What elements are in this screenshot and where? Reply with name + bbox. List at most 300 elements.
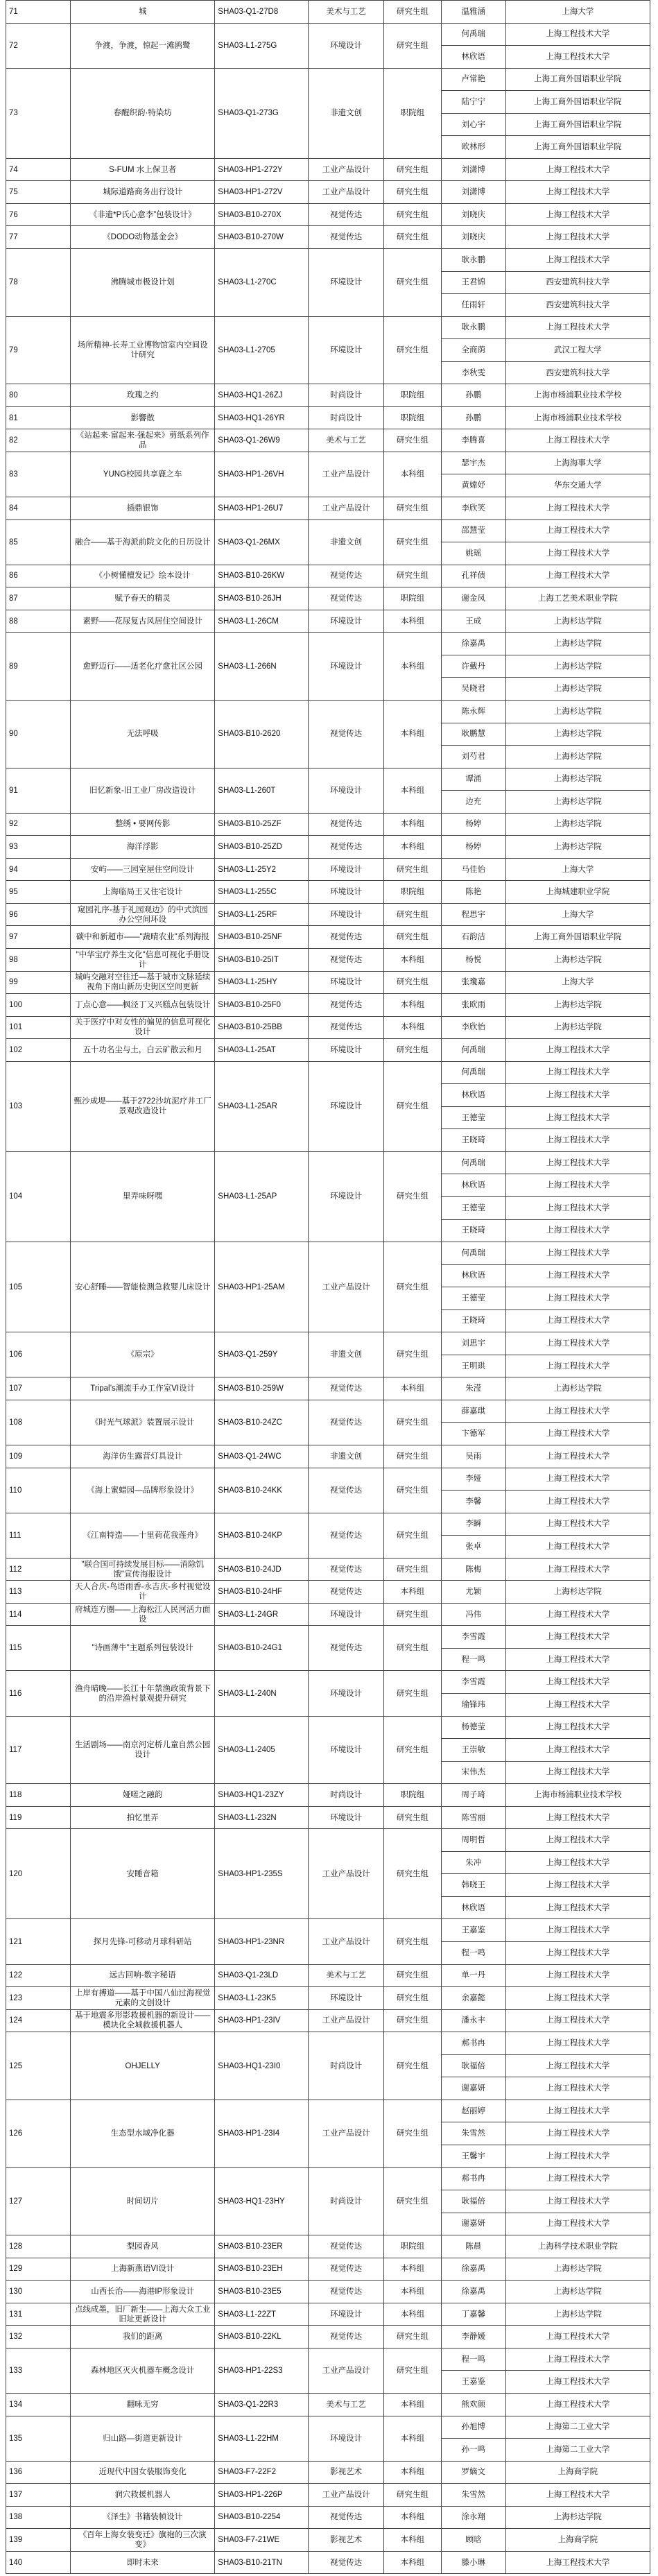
project-title-cell: 即时未来 bbox=[71, 2551, 215, 2574]
member-name-cell: 全商荫 bbox=[441, 339, 505, 362]
member-name-cell: 张欧雨 bbox=[441, 994, 505, 1017]
member-name-cell: 林欣语 bbox=[441, 1084, 505, 1107]
university-cell: 上海工程技术大学 bbox=[505, 2551, 650, 2574]
project-title-cell: 《站起来·富起来·强起来》剪纸系列作品 bbox=[71, 429, 215, 452]
entry-group-cell: 本科组 bbox=[384, 2461, 442, 2484]
member-name-cell: 朱雪然 bbox=[441, 2122, 505, 2145]
university-cell: 上海工程技术大学 bbox=[505, 1919, 650, 1942]
entry-group-cell: 职院组 bbox=[384, 587, 442, 610]
project-category-cell: 时尚设计 bbox=[309, 384, 384, 407]
table-row bbox=[6, 2416, 650, 2439]
entry-group-cell: 本科组 bbox=[384, 948, 442, 971]
member-name-cell: 朱滢 bbox=[441, 1377, 505, 1400]
member-name-cell: 卞德军 bbox=[441, 1423, 505, 1445]
entry-group-cell: 研究生组 bbox=[384, 1626, 442, 1671]
project-code-cell: SHA03-L1-240N bbox=[215, 1671, 309, 1716]
project-code-cell: SHA03-Q1-26MX bbox=[215, 520, 309, 565]
project-category-cell: 环境设计 bbox=[309, 768, 384, 813]
university-cell: 上海商学院 bbox=[505, 2529, 650, 2552]
project-code-cell: SHA03-B10-21TN bbox=[215, 2551, 309, 2574]
university-cell: 上海大学 bbox=[505, 1, 650, 24]
project-category-cell: 环境设计 bbox=[309, 23, 384, 68]
university-cell: 上海杉达学院 bbox=[505, 2303, 650, 2326]
project-code-cell: SHA03-Q1-26W9 bbox=[215, 429, 309, 452]
university-cell: 上海第二工业大学 bbox=[505, 2439, 650, 2462]
project-code-cell: SHA03-HQ1-23I0 bbox=[215, 2032, 309, 2100]
university-cell: 上海工程技术大学 bbox=[505, 542, 650, 565]
project-category-cell: 环境设计 bbox=[309, 1716, 384, 1784]
member-name-cell: 耿福倍 bbox=[441, 2054, 505, 2077]
project-code-cell: SHA03-B10-259W bbox=[215, 1377, 309, 1400]
project-title-cell: 上海新燕语VI设计 bbox=[71, 2258, 215, 2281]
row-number-cell: 134 bbox=[6, 2393, 71, 2416]
project-code-cell: SHA03-HQ1-23HY bbox=[215, 2167, 309, 2235]
project-category-cell: 工业产品设计 bbox=[309, 1829, 384, 1919]
entry-group-cell: 研究生组 bbox=[384, 249, 442, 317]
project-category-cell: 视觉传达 bbox=[309, 1626, 384, 1671]
row-number-cell: 112 bbox=[6, 1558, 71, 1581]
university-cell: 武汉工程大学 bbox=[505, 339, 650, 362]
project-category-cell: 时尚设计 bbox=[309, 2167, 384, 2235]
entry-group-cell: 研究生组 bbox=[384, 429, 442, 452]
project-code-cell: SHA03-HQ1-23ZY bbox=[215, 1784, 309, 1807]
member-name-cell: 李雪霞 bbox=[441, 1626, 505, 1649]
project-category-cell: 环境设计 bbox=[309, 316, 384, 384]
row-number-cell: 71 bbox=[6, 1, 71, 24]
university-cell: 上海工程技术大学 bbox=[505, 2122, 650, 2145]
project-category-cell: 视觉传达 bbox=[309, 587, 384, 610]
project-code-cell: SHA03-B10-270X bbox=[215, 203, 309, 226]
university-cell: 上海工程技术大学 bbox=[505, 1129, 650, 1152]
table-row bbox=[6, 497, 650, 520]
project-title-cell: 素野——花尿复古风居住空间设计 bbox=[71, 610, 215, 633]
project-code-cell: SHA03-Q1-23LD bbox=[215, 1964, 309, 1987]
project-code-cell: SHA03-HP1-25AM bbox=[215, 1242, 309, 1332]
project-title-cell: 五十功名尘与土，白云矿散云和月 bbox=[71, 1039, 215, 1062]
project-code-cell: SHA03-HP1-23IV bbox=[215, 2009, 309, 2032]
university-cell: 上海杉达学院 bbox=[505, 836, 650, 859]
project-title-cell: 融合——基于海派前院文化的日历设计 bbox=[71, 520, 215, 565]
member-name-cell: 李腾喜 bbox=[441, 429, 505, 452]
project-title-cell: 安屿——三园室屋住空间设计 bbox=[71, 858, 215, 881]
member-name-cell: 张瓊嘉 bbox=[441, 971, 505, 994]
member-name-cell: 王德莹 bbox=[441, 1287, 505, 1310]
university-cell: 上海工程技术大学 bbox=[505, 1806, 650, 1829]
project-category-cell: 视觉传达 bbox=[309, 1558, 384, 1581]
table-row bbox=[6, 1626, 650, 1649]
project-title-cell: 生态型水域净化器 bbox=[71, 2100, 215, 2167]
project-code-cell: SHA03-B10-25F0 bbox=[215, 994, 309, 1017]
project-category-cell: 环境设计 bbox=[309, 1061, 384, 1151]
member-name-cell: 杨婷 bbox=[441, 836, 505, 859]
row-number-cell: 107 bbox=[6, 1377, 71, 1400]
table-row bbox=[6, 203, 650, 226]
university-cell: 西安建筑科技大学 bbox=[505, 361, 650, 384]
row-number-cell: 122 bbox=[6, 1964, 71, 1987]
member-name-cell: 许戴丹 bbox=[441, 655, 505, 678]
table-row bbox=[6, 948, 650, 971]
row-number-cell: 75 bbox=[6, 181, 71, 204]
row-number-cell: 106 bbox=[6, 1332, 71, 1377]
project-code-cell: SHA03-L1-25RF bbox=[215, 903, 309, 926]
university-cell: 上海工商外国语职业学院 bbox=[505, 68, 650, 91]
table-row bbox=[6, 610, 650, 633]
university-cell: 上海杉达学院 bbox=[505, 813, 650, 836]
entry-group-cell: 研究生组 bbox=[384, 1, 442, 24]
project-category-cell: 环境设计 bbox=[309, 2416, 384, 2461]
project-category-cell: 视觉传达 bbox=[309, 926, 384, 949]
project-title-cell: 生活剧场——南京河定桥儿童自然公园设计 bbox=[71, 1716, 215, 1784]
entry-group-cell: 研究生组 bbox=[384, 520, 442, 565]
table-row bbox=[6, 520, 650, 542]
member-name-cell: 赵丽婷 bbox=[441, 2100, 505, 2122]
table-row bbox=[6, 1061, 650, 1084]
entry-group-cell: 研究生组 bbox=[384, 23, 442, 68]
university-cell: 上海工程技术大学 bbox=[505, 1874, 650, 1897]
entry-group-cell: 本科组 bbox=[384, 836, 442, 859]
project-category-cell: 美术与工艺 bbox=[309, 2393, 384, 2416]
entry-group-cell: 职院组 bbox=[384, 68, 442, 158]
university-cell: 上海杉达学院 bbox=[505, 700, 650, 723]
university-cell: 上海工程技术大学 bbox=[505, 1603, 650, 1626]
table-row bbox=[6, 1332, 650, 1355]
row-number-cell: 93 bbox=[6, 836, 71, 859]
project-category-cell: 视觉传达 bbox=[309, 1016, 384, 1039]
project-category-cell: 视觉传达 bbox=[309, 994, 384, 1017]
university-cell: 上海海事大学 bbox=[505, 452, 650, 474]
member-name-cell: 刘潇博 bbox=[441, 181, 505, 204]
project-title-cell: 碳中和新超市——"蔬晴农业"系列海报 bbox=[71, 926, 215, 949]
entry-group-cell: 研究生组 bbox=[384, 158, 442, 181]
row-number-cell: 114 bbox=[6, 1603, 71, 1626]
entry-group-cell: 研究生组 bbox=[384, 565, 442, 587]
row-number-cell: 118 bbox=[6, 1784, 71, 1807]
member-name-cell: 徐嘉禹 bbox=[441, 2281, 505, 2303]
project-title-cell: OHJELLY bbox=[71, 2032, 215, 2100]
project-title-cell: 赋予春天的精灵 bbox=[71, 587, 215, 610]
member-name-cell: 耿永鹏 bbox=[441, 249, 505, 272]
member-name-cell: 王馨宇 bbox=[441, 2145, 505, 2167]
project-code-cell: SHA03-B10-26JH bbox=[215, 587, 309, 610]
entry-group-cell: 本科组 bbox=[384, 2281, 442, 2303]
university-cell: 上海工程技术大学 bbox=[505, 1355, 650, 1377]
university-cell: 上海工程技术大学 bbox=[505, 1896, 650, 1919]
project-category-cell: 视觉传达 bbox=[309, 700, 384, 768]
member-name-cell: 陈雪丽 bbox=[441, 1806, 505, 1829]
university-cell: 上海大学 bbox=[505, 971, 650, 994]
table-row bbox=[6, 1445, 650, 1468]
row-number-cell: 89 bbox=[6, 633, 71, 701]
table-row bbox=[6, 700, 650, 723]
member-name-cell: 刘潇博 bbox=[441, 158, 505, 181]
project-category-cell: 视觉传达 bbox=[309, 1468, 384, 1513]
university-cell: 上海工程技术大学 bbox=[505, 1648, 650, 1671]
project-title-cell: 翻咏无穷 bbox=[71, 2393, 215, 2416]
project-code-cell: SHA03-HP1-226P bbox=[215, 2484, 309, 2507]
project-code-cell: SHA03-HP1-26VH bbox=[215, 452, 309, 497]
table-row bbox=[6, 1377, 650, 1400]
project-title-cell: 插鼎银饰 bbox=[71, 497, 215, 520]
university-cell: 上海杉达学院 bbox=[505, 633, 650, 655]
university-cell: 上海工程技术大学 bbox=[505, 1151, 650, 1174]
project-code-cell: SHA03-B10-23E5 bbox=[215, 2281, 309, 2303]
project-code-cell: SHA03-F7-22F2 bbox=[215, 2461, 309, 2484]
row-number-cell: 127 bbox=[6, 2167, 71, 2235]
entry-group-cell: 职院组 bbox=[384, 2235, 442, 2258]
member-name-cell: 陈梅 bbox=[441, 1558, 505, 1581]
project-title-cell: 《DODO动物基金会》 bbox=[71, 226, 215, 249]
project-code-cell: SHA03-HP1-22S3 bbox=[215, 2348, 309, 2393]
entry-group-cell: 研究生组 bbox=[384, 316, 442, 384]
university-cell: 上海商学院 bbox=[505, 2461, 650, 2484]
member-name-cell: 罗嫡文 bbox=[441, 2461, 505, 2484]
member-name-cell: 耿福倍 bbox=[441, 2190, 505, 2213]
member-name-cell: 王晓琦 bbox=[441, 1219, 505, 1242]
university-cell: 上海工程技术大学 bbox=[505, 1196, 650, 1219]
table-row bbox=[6, 587, 650, 610]
university-cell: 上海工程技术大学 bbox=[505, 1423, 650, 1445]
project-code-cell: SHA03-Q1-259Y bbox=[215, 1332, 309, 1377]
project-title-cell: 《海上蜜蜡园—品牌形象设计》 bbox=[71, 1468, 215, 1513]
university-cell: 上海工程技术大学 bbox=[505, 497, 650, 520]
university-cell: 上海工程技术大学 bbox=[505, 565, 650, 587]
project-title-cell: 《小树懂檀发记》绘本设计 bbox=[71, 565, 215, 587]
project-category-cell: 视觉传达 bbox=[309, 2551, 384, 2574]
university-cell: 华东交通大学 bbox=[505, 474, 650, 497]
row-number-cell: 109 bbox=[6, 1445, 71, 1468]
project-title-cell: 甄沙成堤——基于2722沙坑泥疗井工厂景观改造设计 bbox=[71, 1061, 215, 1151]
row-number-cell: 74 bbox=[6, 158, 71, 181]
member-name-cell: 余嘉懿 bbox=[441, 1987, 505, 2010]
university-cell: 上海第二工业大学 bbox=[505, 2416, 650, 2439]
project-category-cell: 非遗文创 bbox=[309, 520, 384, 565]
project-code-cell: SHA03-B10-25ZF bbox=[215, 813, 309, 836]
university-cell: 上海工程技术大学 bbox=[505, 1513, 650, 1536]
university-cell: 上海工程技术大学 bbox=[505, 1964, 650, 1987]
project-title-cell: 海洋仿生露营灯具设计 bbox=[71, 1445, 215, 1468]
row-number-cell: 82 bbox=[6, 429, 71, 452]
member-name-cell: 林欣语 bbox=[441, 1896, 505, 1919]
row-number-cell: 124 bbox=[6, 2009, 71, 2032]
university-cell: 上海杉达学院 bbox=[505, 2258, 650, 2281]
member-name-cell: 马佳怡 bbox=[441, 858, 505, 881]
project-title-cell: 争渡，争渡，惊起一滩鸥鹭 bbox=[71, 23, 215, 68]
member-name-cell: 王德莹 bbox=[441, 1106, 505, 1129]
row-number-cell: 77 bbox=[6, 226, 71, 249]
member-name-cell: 王德莹 bbox=[441, 1196, 505, 1219]
project-code-cell: SHA03-B10-24G1 bbox=[215, 1626, 309, 1671]
university-cell: 上海工程技术大学 bbox=[505, 1942, 650, 1965]
project-title-cell: 无法呼吸 bbox=[71, 700, 215, 768]
member-name-cell: 徐嘉禹 bbox=[441, 2258, 505, 2281]
project-code-cell: SHA03-HP1-272Y bbox=[215, 158, 309, 181]
project-category-cell: 工业产品设计 bbox=[309, 1242, 384, 1332]
entry-group-cell: 研究生组 bbox=[384, 1671, 442, 1716]
project-title-cell: 《时光气球派》装置展示设计 bbox=[71, 1400, 215, 1445]
university-cell: 上海工程技术大学 bbox=[505, 1242, 650, 1265]
table-row bbox=[6, 903, 650, 926]
member-name-cell: 陆宁宁 bbox=[441, 91, 505, 114]
university-cell: 上海杉达学院 bbox=[505, 1377, 650, 1400]
entry-group-cell: 研究生组 bbox=[384, 2032, 442, 2100]
project-title-cell: 森林地区灭火机器车概念设计 bbox=[71, 2348, 215, 2393]
project-category-cell: 环境设计 bbox=[309, 1987, 384, 2010]
university-cell: 上海工程技术大学 bbox=[505, 1061, 650, 1084]
university-cell: 上海工程技术大学 bbox=[505, 520, 650, 542]
project-code-cell: SHA03-B10-24KK bbox=[215, 1468, 309, 1513]
project-title-cell: "中华宝疗养生文化"信息可视化手册设计 bbox=[71, 948, 215, 971]
project-title-cell: 探月先锋-可移动月球科研站 bbox=[71, 1919, 215, 1964]
project-title-cell: "诗画薄牛"主题系列包装设计 bbox=[71, 1626, 215, 1671]
entry-group-cell: 研究生组 bbox=[384, 2326, 442, 2349]
row-number-cell: 136 bbox=[6, 2461, 71, 2484]
row-number-cell: 121 bbox=[6, 1919, 71, 1964]
entry-group-cell: 研究生组 bbox=[384, 903, 442, 926]
table-row bbox=[6, 2529, 650, 2552]
entry-group-cell: 研究生组 bbox=[384, 1806, 442, 1829]
university-cell: 上海工艺美术职业学院 bbox=[505, 587, 650, 610]
entry-group-cell: 本科组 bbox=[384, 994, 442, 1017]
member-name-cell: 滕小琳 bbox=[441, 2551, 505, 2574]
project-title-cell: 点线成墨，旧厂新生——上海大众工业旧址更新设计 bbox=[71, 2303, 215, 2326]
entry-group-cell: 研究生组 bbox=[384, 1445, 442, 1468]
row-number-cell: 100 bbox=[6, 994, 71, 1017]
project-code-cell: SHA03-HP1-272V bbox=[215, 181, 309, 204]
university-cell: 上海工程技术大学 bbox=[505, 1716, 650, 1739]
member-name-cell: 冯伟 bbox=[441, 1603, 505, 1626]
university-cell: 上海工程技术大学 bbox=[505, 1694, 650, 1717]
table-row bbox=[6, 2393, 650, 2416]
member-name-cell: 王嘉鉴 bbox=[441, 1919, 505, 1942]
member-name-cell: 周明哲 bbox=[441, 1829, 505, 1852]
entry-group-cell: 本科组 bbox=[384, 2393, 442, 2416]
table-row bbox=[6, 2484, 650, 2507]
project-code-cell: SHA03-L1-275G bbox=[215, 23, 309, 68]
row-number-cell: 90 bbox=[6, 700, 71, 768]
project-code-cell: SHA03-B10-25NF bbox=[215, 926, 309, 949]
row-number-cell: 92 bbox=[6, 813, 71, 836]
member-name-cell: 刘心宇 bbox=[441, 113, 505, 136]
university-cell: 上海杉达学院 bbox=[505, 994, 650, 1017]
project-title-cell: YUNG校园共享鹿之车 bbox=[71, 452, 215, 497]
entry-group-cell: 本科组 bbox=[384, 1377, 442, 1400]
university-cell: 上海工程技术大学 bbox=[505, 1626, 650, 1649]
row-number-cell: 103 bbox=[6, 1061, 71, 1151]
row-number-cell: 79 bbox=[6, 316, 71, 384]
member-name-cell: 周子琦 bbox=[441, 1784, 505, 1807]
row-number-cell: 128 bbox=[6, 2235, 71, 2258]
table-row bbox=[6, 926, 650, 949]
project-category-cell: 视觉传达 bbox=[309, 565, 384, 587]
university-cell: 上海工程技术大学 bbox=[505, 2100, 650, 2122]
member-name-cell: 郝书冉 bbox=[441, 2032, 505, 2055]
table-row bbox=[6, 2461, 650, 2484]
table-row bbox=[6, 1603, 650, 1626]
university-cell: 上海工程技术大学 bbox=[505, 1332, 650, 1355]
university-cell: 上海工程技术大学 bbox=[505, 2326, 650, 2349]
table-row bbox=[6, 2506, 650, 2529]
member-name-cell: 李欣怡 bbox=[441, 1016, 505, 1039]
table-row bbox=[6, 971, 650, 994]
table-row bbox=[6, 1151, 650, 1174]
project-category-cell: 视觉传达 bbox=[309, 813, 384, 836]
project-title-cell: 春醒织韵·特染坊 bbox=[71, 68, 215, 158]
table-row bbox=[6, 2235, 650, 2258]
row-number-cell: 94 bbox=[6, 858, 71, 881]
university-cell: 上海工程技术大学 bbox=[505, 1106, 650, 1129]
member-name-cell: 韩晓王 bbox=[441, 1874, 505, 1897]
member-name-cell: 郝书冉 bbox=[441, 2167, 505, 2190]
table-row bbox=[6, 1242, 650, 1265]
member-name-cell: 刘思宇 bbox=[441, 1332, 505, 1355]
university-cell: 上海工程技术大学 bbox=[505, 1671, 650, 1694]
project-code-cell: SHA03-B10-2620 bbox=[215, 700, 309, 768]
row-number-cell: 126 bbox=[6, 2100, 71, 2167]
project-title-cell: 娅嗟之融韵 bbox=[71, 1784, 215, 1807]
project-code-cell: SHA03-B10-24KP bbox=[215, 1513, 309, 1558]
member-name-cell: 何禹瑞 bbox=[441, 23, 505, 46]
project-category-cell: 视觉传达 bbox=[309, 948, 384, 971]
project-title-cell: 拍忆里弄 bbox=[71, 1806, 215, 1829]
table-row bbox=[6, 2032, 650, 2055]
university-cell: 西安建筑科技大学 bbox=[505, 271, 650, 294]
row-number-cell: 87 bbox=[6, 587, 71, 610]
member-name-cell: 石韵洁 bbox=[441, 926, 505, 949]
member-name-cell: 熊欢颜 bbox=[441, 2393, 505, 2416]
university-cell: 上海杉达学院 bbox=[505, 1016, 650, 1039]
project-code-cell: SHA03-B10-25IT bbox=[215, 948, 309, 971]
entry-group-cell: 研究生组 bbox=[384, 1332, 442, 1377]
project-title-cell: 城屿交融对空往迁—基于城市文脉延续视角下南山新历史街区空间更新 bbox=[71, 971, 215, 994]
project-title-cell: 城 bbox=[71, 1, 215, 24]
member-name-cell: 何禹瑞 bbox=[441, 1151, 505, 1174]
entry-group-cell: 本科组 bbox=[384, 452, 442, 497]
member-name-cell: 王君锦 bbox=[441, 271, 505, 294]
row-number-cell: 105 bbox=[6, 1242, 71, 1332]
project-code-cell: SHA03-HP1-26U7 bbox=[215, 497, 309, 520]
project-code-cell: SHA03-B10-25BB bbox=[215, 1016, 309, 1039]
university-cell: 上海工程技术大学 bbox=[505, 1400, 650, 1423]
project-category-cell: 工业产品设计 bbox=[309, 2100, 384, 2167]
university-cell: 上海杉达学院 bbox=[505, 678, 650, 701]
member-name-cell: 刘晓庆 bbox=[441, 226, 505, 249]
member-name-cell: 徐嘉禹 bbox=[441, 633, 505, 655]
entry-group-cell: 研究生组 bbox=[384, 1716, 442, 1784]
member-name-cell: 朱冲 bbox=[441, 1851, 505, 1874]
table-row bbox=[6, 2258, 650, 2281]
member-name-cell: 刘芍君 bbox=[441, 746, 505, 768]
entry-group-cell: 本科组 bbox=[384, 768, 442, 813]
university-cell: 上海杉达学院 bbox=[505, 746, 650, 768]
table-row bbox=[6, 1671, 650, 1694]
member-name-cell: 李雪霞 bbox=[441, 1671, 505, 1694]
member-name-cell: 薛嘉琪 bbox=[441, 1400, 505, 1423]
row-number-cell: 113 bbox=[6, 1581, 71, 1604]
table-row bbox=[6, 1829, 650, 1852]
results-table bbox=[6, 0, 650, 2574]
row-number-cell: 120 bbox=[6, 1829, 71, 1919]
project-code-cell: SHA03-L1-260T bbox=[215, 768, 309, 813]
project-code-cell: SHA03-Q1-24WC bbox=[215, 1445, 309, 1468]
member-name-cell: 王嘉鉴 bbox=[441, 2371, 505, 2394]
project-title-cell: 场所精神-长寿工业博物馆室内空间设计研究 bbox=[71, 316, 215, 384]
row-number-cell: 99 bbox=[6, 971, 71, 994]
university-cell: 上海工程技术大学 bbox=[505, 2009, 650, 2032]
member-name-cell: 王晓琦 bbox=[441, 1129, 505, 1152]
project-title-cell: 安睡音箱 bbox=[71, 1829, 215, 1919]
project-code-cell: SHA03-L1-2405 bbox=[215, 1716, 309, 1784]
member-name-cell: 何禹瑞 bbox=[441, 1039, 505, 1062]
